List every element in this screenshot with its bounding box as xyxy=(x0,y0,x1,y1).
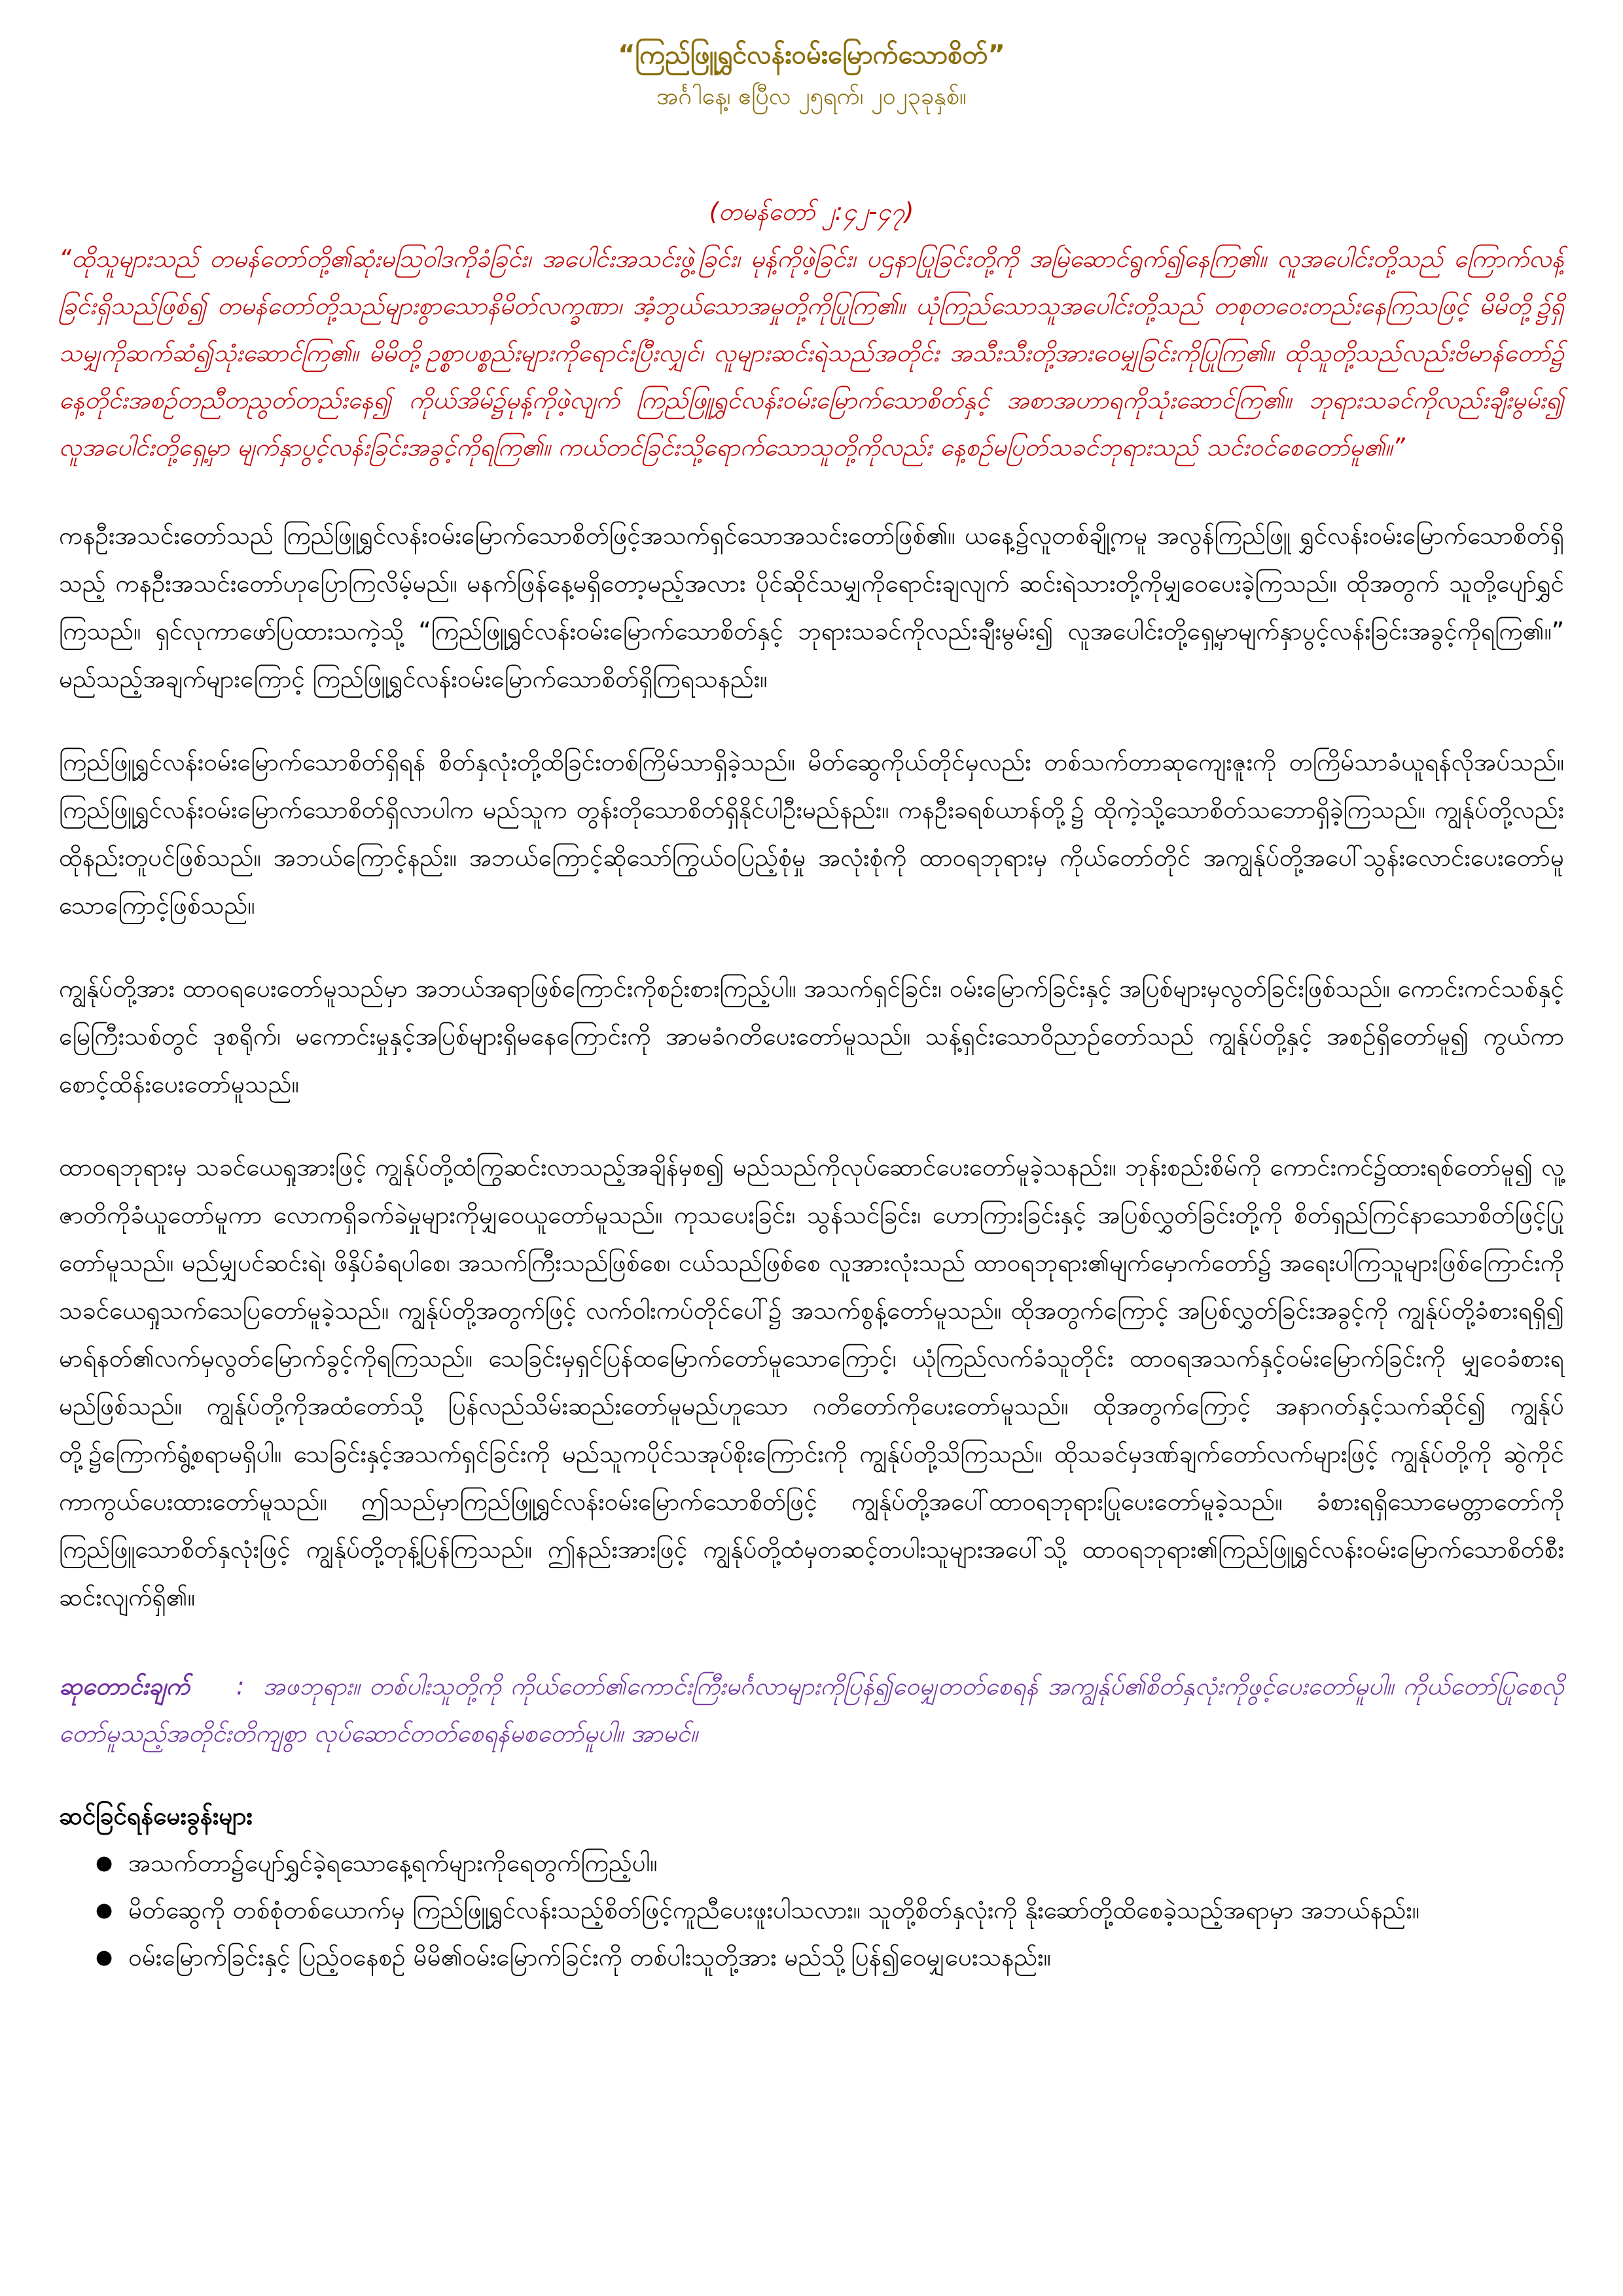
questions-list xyxy=(59,1840,1564,1981)
prayer-block xyxy=(59,1663,1564,1757)
body-paragraph-1: ကနဦးအသင်းတော်သည် ကြည်ဖြူရွှင်လန်းဝမ်းမြောက်သောစိတ်ဖြင့်အသက်ရှင်သောအသင်းတော်ဖြစ်၏။ ယနေ့၌လူတစ်ချို့ကမူ အလွန်ကြည်ဖြူ ရွှင်လန်းဝမ်းမြောက်သောစိတ်ရှိသည့် ကနဦးအသင်းတော်ဟုပြောကြလိမ့်မည်။ မနက်ဖြန်နေ့မရှိတော့မည့်အလား ပိုင်ဆိုင်သမျှကိုရောင်းချလျက် ဆင်းရဲသားတို့ကိုမျှဝေပေးခဲ့ကြသည်။ ထိုအတွက် သူတို့ပျော်ရွှင်ကြသည်။ ရှင်လုကာဖော်ပြထားသကဲ့သို့ “ကြည်ဖြူရွှင်လန်းဝမ်းမြောက်သောစိတ်နှင့် ဘုရားသခင်ကိုလည်းချီးမွမ်း၍ လူအပေါင်းတို့ရှေ့မှာမျက်နှာပွင့်လန်းခြင်းအခွင့်ကိုရကြ၏။” မည်သည့်အချက်များကြောင့် ကြည်ဖြူရွှင်လန်းဝမ်းမြောက်သောစိတ်ရှိကြရသနည်း။ xyxy=(59,522,1564,693)
verse-reference: (တမန်တော် ၂:၄၂-၄၇) xyxy=(709,198,914,226)
page-date: အင်္ဂါနေ့၊ ဧပြီလ ၂၅ရက်၊ ၂၀၂၃ခုနှစ်။ xyxy=(656,83,967,110)
question-text: မိတ်ဆွေကို တစ်စုံတစ်ယောက်မှ ကြည်ဖြူရွှင်လန်းသည့်စိတ်ဖြင့်ကူညီပေးဖူးပါသလား။ သူတို့စိတ်နှလုံးကို နိုးဆော်တို့ထိစေခဲ့သည့်အရာမှာ အဘယ်နည်း။ xyxy=(128,1896,1419,1924)
prayer-text: အဖဘုရား။ တစ်ပါးသူတို့ကို ကိုယ်တော်၏ကောင်းကြီးမင်္ဂလာများကိုပြန်၍ဝေမျှတတ်စေရန် အကျွန်ုပ်၏စိတ်နှလုံးကိုဖွင့်ပေးတော်မူပါ။ ကိုယ်တော်ပြုစေလိုတော်မူသည့်အတိုင်းတိကျစွာ လုပ်ဆောင်တတ်စေရန်မစတော်မူပါ။ အာမင်။ xyxy=(59,1672,1564,1748)
body-paragraph-4: ထာဝရဘုရားမှ သခင်ယေရှုအားဖြင့် ကျွန်ုပ်တို့ထံကြွဆင်းလာသည့်အချိန်မှစ၍ မည်သည်ကိုလုပ်ဆောင်ပေးတော်မူခဲ့သနည်း။ ဘုန်းစည်းစိမ်ကို ကောင်းကင်၌ထားရစ်တော်မူ၍ လူ့ဇာတိကိုခံယူတော်မူကာ လောကရှိခက်ခဲမှုများကိုမျှဝေယူတော်မူသည်။ ကုသပေးခြင်း၊ သွန်သင်ခြင်း၊ ဟောကြားခြင်းနှင့် အပြစ်လွှတ်ခြင်းတို့ကို စိတ်ရှည်ကြင်နာသောစိတ်ဖြင့်ပြုတော်မူသည်။ မည်မျှပင်ဆင်းရဲ၊ ဖိနှိပ်ခံရပါစေ၊ အသက်ကြီးသည်ဖြစ်စေ၊ ငယ်သည်ဖြစ်စေ လူအားလုံးသည် ထာဝရဘုရား၏မျက်မှောက်တော်၌ အရေးပါကြသူများဖြစ်ကြောင်းကို သခင်ယေရှုသက်သေပြတော်မူခဲ့သည်။ ကျွန်ုပ်တို့အတွက်ဖြင့် လက်ဝါးကပ်တိုင်ပေါ်၌ အသက်စွန့်တော်မူသည်။ ထိုအတွက်ကြောင့် အပြစ်လွှတ်ခြင်းအခွင့်ကို ကျွန်ုပ်တို့ခံစားရရှိ၍ မာရ်နတ်၏လက်မှလွတ်မြောက်ခွင့်ကိုရကြသည်။ သေခြင်းမှရှင်ပြန်ထမြောက်တော်မူသောကြောင့်၊ ယုံကြည်လက်ခံသူတိုင်း ထာဝရအသက်နှင့်ဝမ်းမြောက်ခြင်းကို မျှဝေခံစားရမည်ဖြစ်သည်။ ကျွန်ုပ်တို့ကိုအထံတော်သို့ ပြန်လည်သိမ်းဆည်းတော်မူမည်ဟူသော ဂတိတော်ကိုပေးတော်မူသည်။ ထိုအတွက်ကြောင့် အနာဂတ်နှင့်သက်ဆိုင်၍ ကျွန်ုပ်တို့၌ကြောက်ရွံ့စရာမရှိပါ။ သေခြင်းနှင့်အသက်ရှင်ခြင်းကို မည်သူကပိုင်သအုပ်စိုးကြောင်းကို ကျွန်ုပ်တို့သိကြသည်။ ထိုသခင်မှဒဏ်ချက်တော်လက်များဖြင့် ကျွန်ုပ်တို့ကို ဆွဲကိုင်ကာကွယ်ပေးထားတော်မူသည်။ ဤသည်မှာကြည်ဖြူရွှင်လန်းဝမ်းမြောက်သောစိတ်ဖြင့် ကျွန်ုပ်တို့အပေါ်ထာဝရဘုရားပြုပေးတော်မူခဲ့သည်။ ခံစားရရှိသောမေတ္တာတော်ကို ကြည်ဖြူသောစိတ်နှလုံးဖြင့် ကျွန်ုပ်တို့တုန့်ပြန်ကြသည်။ ဤနည်းအားဖြင့် ကျွန်ုပ်တို့ထံမှတဆင့်တပါးသူများအပေါ်သို့ ထာဝရဘုရား၏ကြည်ဖြူရွှင်လန်းဝမ်းမြောက်သောစိတ်စီးဆင်းလျက်ရှိ၏။ xyxy=(59,1153,1564,1611)
verse-text: “ထိုသူများသည် တမန်တော်တို့၏ဆုံးမဩဝါဒကိုခံခြင်း၊ အပေါင်းအသင်းဖွဲ့ခြင်း၊ မုန့်ကိုဖဲ့ခြင်း၊ ပဌနာပြုခြင်းတို့ကို အမြဲဆောင်ရွက်၍နေကြ၏။ လူအပေါင်းတို့သည် ကြောက်လန့်ခြင်းရှိသည်ဖြစ်၍ တမန်တော်တို့သည်များစွာသောနိမိတ်လက္ခဏာ၊ အံ့ဘွယ်သောအမှုတို့ကိုပြုကြ၏။ ယုံကြည်သောသူအပေါင်းတို့သည် တစုတဝေးတည်းနေကြသဖြင့် မိမိတို့၌ရှိသမျှကိုဆက်ဆံ၍သုံးဆောင်ကြ၏။ မိမိတို့ဥစ္စာပစ္စည်းများကိုရောင်းပြီးလျှင်၊ လူများဆင်းရဲသည်အတိုင်း အသီးသီးတို့အားဝေမျှခြင်းကိုပြုကြ၏။ ထိုသူတို့သည်လည်းဗိမာန်တော်၌ နေ့တိုင်းအစဉ်တညီတညွတ်တည်းနေ၍ ကိုယ်အိမ်၌မုန့်ကိုဖဲ့လျက် ကြည်ဖြူရွှင်လန်းဝမ်းမြောက်သောစိတ်နှင့် အစာအဟာရကိုသုံးဆောင်ကြ၏။ ဘုရားသခင်ကိုလည်းချီးမွမ်း၍ လူအပေါင်းတို့ရှေ့မှာ မျက်နှာပွင့်လန်းခြင်းအခွင့်ကိုရကြ၏။ ကယ်တင်ခြင်းသို့ရောက်သောသူတို့ကိုလည်း နေ့စဉ်မပြတ်သခင်ဘုရားသည် သင်းဝင်စေတော်မူ၏။” xyxy=(59,245,1564,461)
bullet-icon: ● xyxy=(96,1852,113,1874)
bullet-icon: ● xyxy=(96,1946,113,1969)
body-paragraph-2: ကြည်ဖြူရွှင်လန်းဝမ်းမြောက်သောစိတ်ရှိရန် စိတ်နှလုံးတို့ထိခြင်းတစ်ကြိမ်သာရှိခဲ့သည်။ မိတ်ဆွေကိုယ်တိုင်မှလည်း တစ်သက်တာဆုကျေးဇူးကို တကြိမ်သာခံယူရန်လိုအပ်သည်။ ကြည်ဖြူရွှင်လန်းဝမ်းမြောက်သောစိတ်ရှိလာပါက မည်သူက တွန်းတိုသောစိတ်ရှိနိုင်ပါဦးမည်နည်း။ ကနဦးခရစ်ယာန်တို့၌ ထိုကဲ့သို့သောစိတ်သဘောရှိခဲ့ကြသည်။ ကျွန်ုပ်တို့လည်းထိုနည်းတူပင်ဖြစ်သည်။ အဘယ်ကြောင့်နည်း။ အဘယ်ကြောင့်ဆိုသော်ကြွယ်ဝပြည့်စုံမှု အလုံးစုံကို ထာဝရဘုရားမှ ကိုယ်တော်တိုင် အကျွန်ုပ်တို့အပေါ်သွန်းလောင်းပေးတော်မူသောကြောင့်ဖြစ်သည်။ xyxy=(59,748,1564,920)
question-item xyxy=(96,1934,1564,1981)
prayer-separator: : xyxy=(236,1672,245,1700)
page-title: “ကြည်ဖြူရွှင်လန်းဝမ်းမြောက်သောစိတ်” xyxy=(618,40,1005,70)
body-paragraph-3: ကျွန်ုပ်တို့အား ထာဝရပေးတော်မူသည်မှာ အဘယ်အရာဖြစ်ကြောင်းကိုစဉ်းစားကြည့်ပါ။ အသက်ရှင်ခြင်း၊ ဝမ်းမြောက်ခြင်းနှင့် အပြစ်များမှလွတ်ခြင်းဖြစ်သည်။ ကောင်းကင်သစ်နှင့်မြေကြီးသစ်တွင် ဒုစရိုက်၊ မကောင်းမှုနှင့်အပြစ်များရှိမနေကြောင်းကို အာမခံဂတိပေးတော်မူသည်။ သန့်ရှင်းသောဝိညာဉ်တော်သည် ကျွန်ုပ်တို့နှင့် အစဉ်ရှိတော်မူ၍ ကွယ်ကာစောင့်ထိန်းပေးတော်မူသည်။ xyxy=(59,975,1564,1098)
questions-heading: ဆင်ခြင်ရန်မေးခွန်းများ xyxy=(59,1802,253,1830)
question-item xyxy=(96,1887,1564,1934)
question-text: အသက်တာ၌ပျော်ရွှင်ခဲ့ရသောနေ့ရက်များကိုရေတွက်ကြည့်ပါ။ xyxy=(128,1849,658,1877)
bullet-icon: ● xyxy=(96,1899,113,1922)
question-text: ဝမ်းမြောက်ခြင်းနှင့် ပြည့်ဝနေစဉ် မိမိ၏ဝမ်းမြောက်ခြင်းကို တစ်ပါးသူတို့အား မည်သို့ပြန်၍ဝေမျှပေးသနည်း။ xyxy=(128,1943,1051,1971)
question-item xyxy=(96,1840,1564,1887)
prayer-label: ဆုတောင်းချက် xyxy=(59,1672,190,1700)
